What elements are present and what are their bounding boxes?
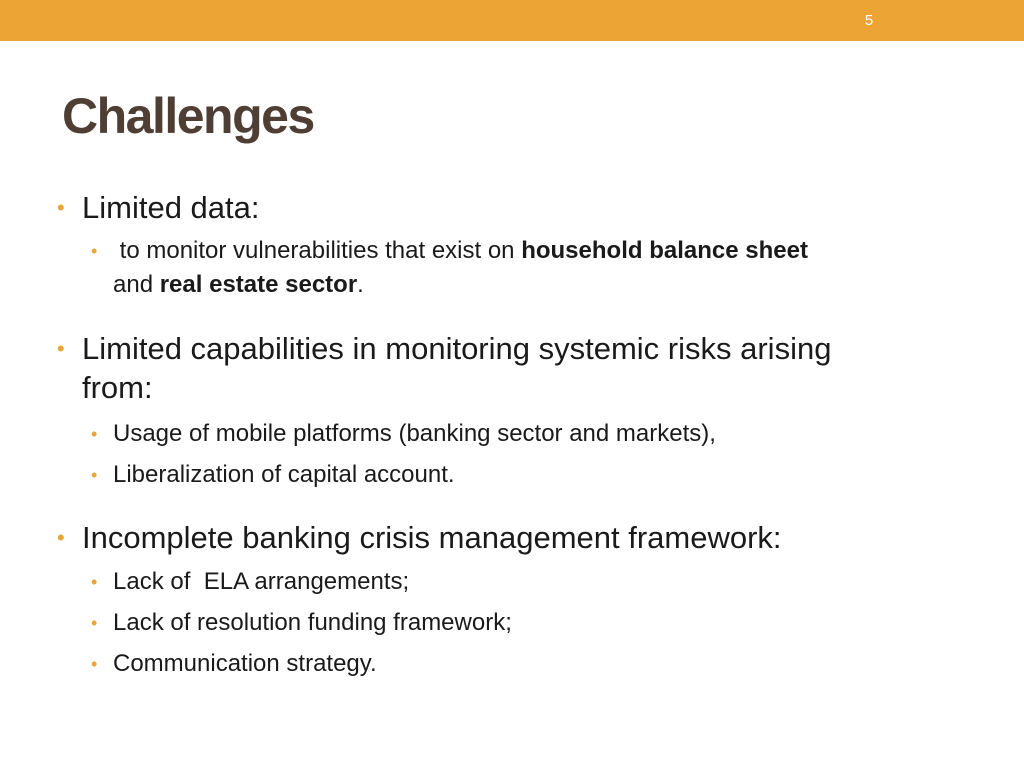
sub-bullet-text: Lack of ELA arrangements;: [113, 568, 410, 595]
sub-bullet-marker: •: [91, 424, 98, 444]
sub-bullet-marker: •: [91, 654, 98, 674]
slide-number: 5: [864, 12, 874, 29]
bullet-marker: •: [57, 195, 65, 220]
top-accent-bar: [0, 0, 1024, 41]
emphasis-household-balance-sheet: household balance sheet: [521, 237, 808, 264]
bullet-text-continued: from:: [82, 370, 153, 405]
bullet-text: Limited capabilities in monitoring systemic risks arising: [82, 331, 832, 366]
text-segment: to monitor vulnerabilities that exist on: [113, 237, 522, 264]
sub-bullet-text: Communication strategy.: [113, 650, 377, 677]
bullet-marker: •: [57, 525, 65, 550]
sub-bullet-text: Usage of mobile platforms (banking sector and markets),: [113, 420, 716, 447]
sub-bullet-text: Lack of resolution funding framework;: [113, 609, 512, 636]
sub-bullet-text: Liberalization of capital account.: [113, 461, 455, 488]
sub-bullet-text: [113, 237, 808, 265]
sub-bullet-marker: •: [91, 241, 98, 261]
sub-bullet-marker: •: [91, 613, 98, 633]
sub-bullet-marker: •: [91, 572, 98, 592]
sub-bullet-marker: •: [91, 465, 98, 485]
bullet-marker: •: [57, 336, 65, 361]
bullet-text: Incomplete banking crisis management framework:: [82, 520, 782, 555]
slide-title: Challenges: [62, 88, 314, 144]
text-segment: and: [113, 271, 160, 298]
bullet-text: Limited data:: [82, 190, 260, 225]
text-segment: .: [357, 271, 364, 298]
sub-bullet-text-continued: [113, 271, 364, 299]
emphasis-real-estate-sector: real estate sector: [159, 271, 358, 298]
